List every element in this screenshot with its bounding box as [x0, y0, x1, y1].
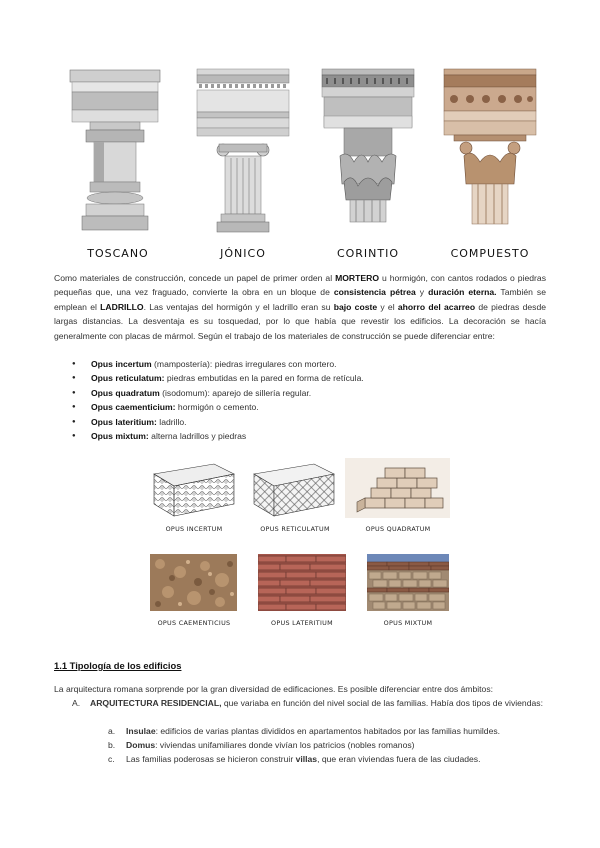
list-item — [72, 415, 532, 429]
list-item — [72, 357, 532, 371]
paragraph-bold: ahorro del acarreo — [397, 301, 476, 312]
list-item-text — [108, 738, 548, 752]
bullet-desc: (mampostería): piedras irregulares con mortero. — [151, 359, 337, 369]
list-item-text — [108, 724, 548, 738]
opus-label-lateritium: OPUS LATERITIUM — [271, 619, 333, 627]
list-desc: Las familias poderosas se hicieron construir — [126, 754, 296, 764]
bullet-desc: alterna ladrillos y piedras — [148, 431, 247, 442]
toscano-column-illustration — [68, 64, 168, 239]
order-jonico — [193, 64, 293, 264]
opus-lateritium-photo — [258, 554, 346, 611]
order-label-corintio: CORINTIO — [336, 247, 400, 260]
paragraph-text: de piedras desde largas distancias. La desventaja es su tosquedad, por lo que había que revestir los edificios. La decoración se hacía generalmente con placas de mármol. Según el trabajo de los materiales de construcción se puede diferenciar entre: — [54, 301, 547, 341]
paragraph-text: u hormigón, con cantos rodados o piedras pequeñas que, una vez fraguado, convierte la obra en un bloque de — [54, 273, 546, 298]
jonico-column-illustration — [193, 64, 293, 239]
list-desc: que variaba en función del nivel social de las familias. Había dos tipos de viviendas: — [221, 698, 543, 708]
bullet-term: Opus lateritium: — [91, 416, 157, 427]
bullet-desc: ladrillo. — [156, 416, 187, 427]
section-title: 1.1 Tipología de los edificios — [54, 660, 182, 671]
paragraph-bold: MORTERO — [335, 273, 380, 283]
sub-item-a — [108, 724, 548, 738]
bullet-term: Opus incertum — [91, 359, 152, 369]
list-item — [72, 400, 532, 414]
bullet-term: Opus reticulatum: — [91, 373, 165, 384]
bullet-desc: (isodomum): aparejo de sillería regular. — [159, 387, 312, 398]
list-term: ARQUITECTURA RESIDENCIAL, — [90, 698, 222, 708]
order-compuesto — [440, 64, 540, 264]
opus-label-mixtum: OPUS MIXTUM — [383, 619, 433, 627]
list-desc: , que eran viviendas fuera de las ciudades. — [317, 754, 481, 764]
sub-item-c — [108, 752, 548, 766]
opus-label-caementicius: OPUS CAEMENTICIUS — [157, 619, 231, 627]
section-intro: La arquitectura romana sorprende por la gran diversidad de edificaciones. Es posible diferenciar entre dos ámbitos: — [54, 684, 494, 694]
opus-caementicius-photo — [150, 554, 237, 611]
paragraph-text: y el — [377, 301, 398, 312]
opus-quadratum-illustration — [345, 458, 450, 518]
paragraph-bold: bajo coste — [333, 301, 378, 312]
bullet-desc: piedras embutidas en la pared en forma de retícula. — [164, 373, 364, 384]
opus-label-reticulatum: OPUS RETICULATUM — [260, 525, 330, 533]
opus-mixtum-photo — [367, 554, 449, 611]
paragraph-bold: consistencia pétrea — [333, 287, 416, 298]
opus-incertum-illustration — [152, 460, 236, 518]
list-term: Insulae — [126, 726, 156, 736]
paragraph-text: . Las ventajas del hormigón y el ladrillo eran su — [143, 301, 334, 312]
bullet-desc: hormigón o cemento. — [175, 402, 259, 413]
paragraph-text: También se emplean el — [54, 287, 547, 312]
list-item-text — [72, 696, 546, 710]
order-corintio — [318, 64, 418, 264]
paragraph-bold: duración eterna. — [428, 287, 497, 298]
list-desc: : viviendas unifamiliares donde vivían los patricios (nobles romanos) — [155, 740, 415, 750]
list-item-a — [72, 696, 546, 710]
list-marker: c. — [108, 754, 115, 764]
bullet-term: Opus quadratum — [91, 387, 160, 398]
paragraph-text: Como materiales de construcción, concede un papel de primer orden al — [54, 273, 336, 283]
list-term: villas — [295, 754, 318, 764]
paragraph-bold: LADRILLO — [100, 301, 144, 312]
list-item-text — [108, 752, 548, 766]
opus-label-quadratum: OPUS QUADRATUM — [365, 525, 431, 533]
list-item — [72, 429, 532, 443]
list-item — [72, 371, 532, 385]
materials-paragraph — [54, 271, 546, 343]
paragraph-text: y — [415, 287, 429, 298]
opus-reticulatum-illustration — [252, 462, 336, 518]
order-label-toscano: TOSCANO — [87, 247, 149, 260]
list-desc: : edificios de varias plantas divididos en apartamentos habitados por las familias humildes. — [155, 726, 501, 736]
compuesto-column-illustration — [440, 64, 540, 239]
corintio-column-illustration — [318, 64, 418, 239]
architectural-orders-figure — [60, 64, 544, 264]
bullet-term: Opus caementicium: — [91, 402, 176, 413]
list-marker: b. — [108, 740, 116, 750]
bullet-term: Opus mixtum: — [91, 431, 149, 442]
list-term: Domus — [126, 740, 156, 750]
order-label-compuesto: COMPUESTO — [450, 247, 530, 260]
order-toscano — [68, 64, 168, 264]
list-marker: A. — [72, 698, 81, 708]
list-item — [72, 386, 532, 400]
opus-bullet-list — [72, 357, 532, 443]
order-label-jonico: JÓNICO — [220, 247, 266, 260]
sub-item-b — [108, 738, 548, 752]
list-marker: a. — [108, 726, 116, 736]
opus-label-incertum: OPUS INCERTUM — [165, 525, 223, 533]
